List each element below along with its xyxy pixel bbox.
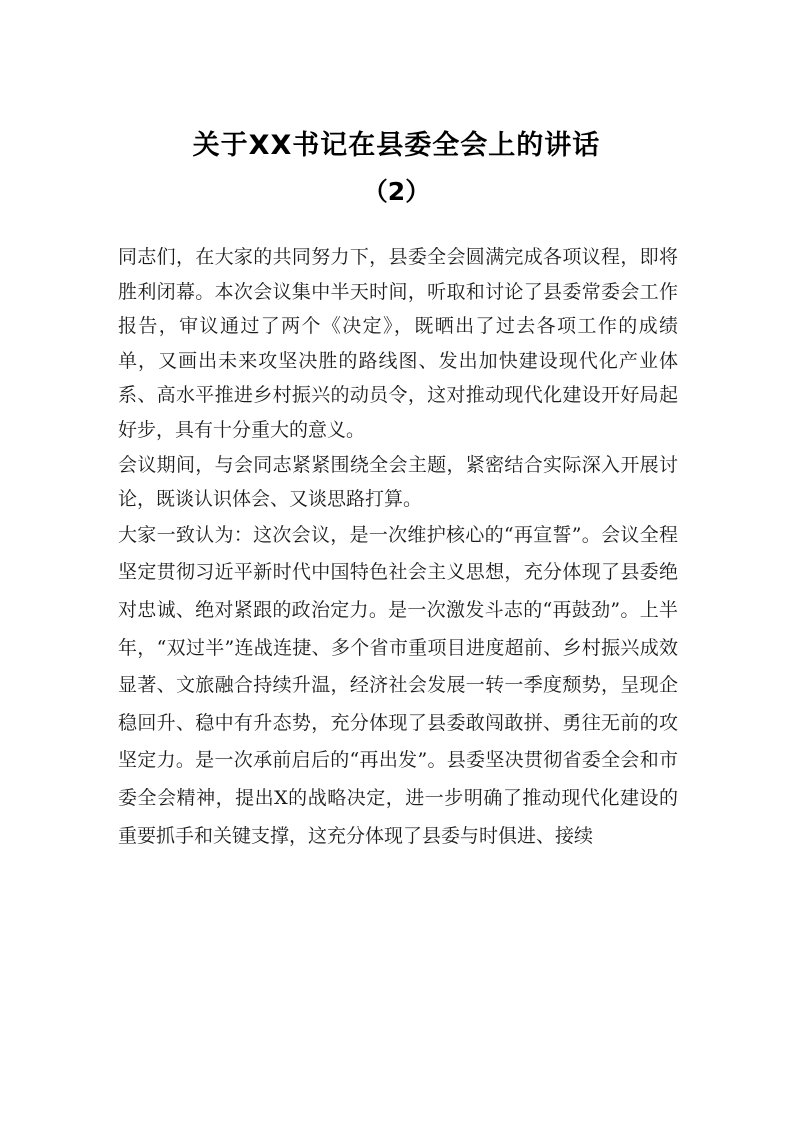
paragraph-consensus: 大家一致认为：这次会议，是一次维护核心的“再宣誓”。会议全程坚定贯彻习近平新时代中国特色社会主义思想，充分体现了县委绝对忠诚、绝对紧跟的政治定力。是一次激发斗志的“再鼓劲”。上半年，“双过半”连战连捷、多个省市重项目进度超前、乡村振兴成效显著、文旅融合持续升温，经济社会发展一转一季度颓势，呈现企稳回升、稳中有升态势，充分体现了县委敢闯敢拼、勇往无前的攻坚定力。是一次承前启后的“再出发”。县委坚决贯彻省委全会和市委全会精神，提出X的战略决定，进一步明确了推动现代化建设的重要抓手和关键支撑，这充分体现了县委与时俱进、接续 [118, 523, 678, 847]
document-body [118, 240, 678, 855]
paragraph-opening: 同志们，在大家的共同努力下，县委全会圆满完成各项议程，即将胜利闭幕。本次会议集中半天时间，听取和讨论了县委常委会工作报告，审议通过了两个《决定》，既晒出了过去各项工作的成绩单，又画出未来攻坚决胜的路线图、发出加快建设现代化产业体系、高水平推进乡村振兴的动员令，这对推动现代化建设开好局起好步，具有十分重大的意义。 [118, 246, 678, 441]
document-part-number: （2） [362, 177, 431, 206]
paragraph-discussion: 会议期间，与会同志紧紧围绕全会主题，紧密结合实际深入开展讨论，既谈认识体会、又谈思路打算。 [118, 453, 678, 511]
document-title: 关于XX书记在县委全会上的讲话 [192, 130, 601, 161]
